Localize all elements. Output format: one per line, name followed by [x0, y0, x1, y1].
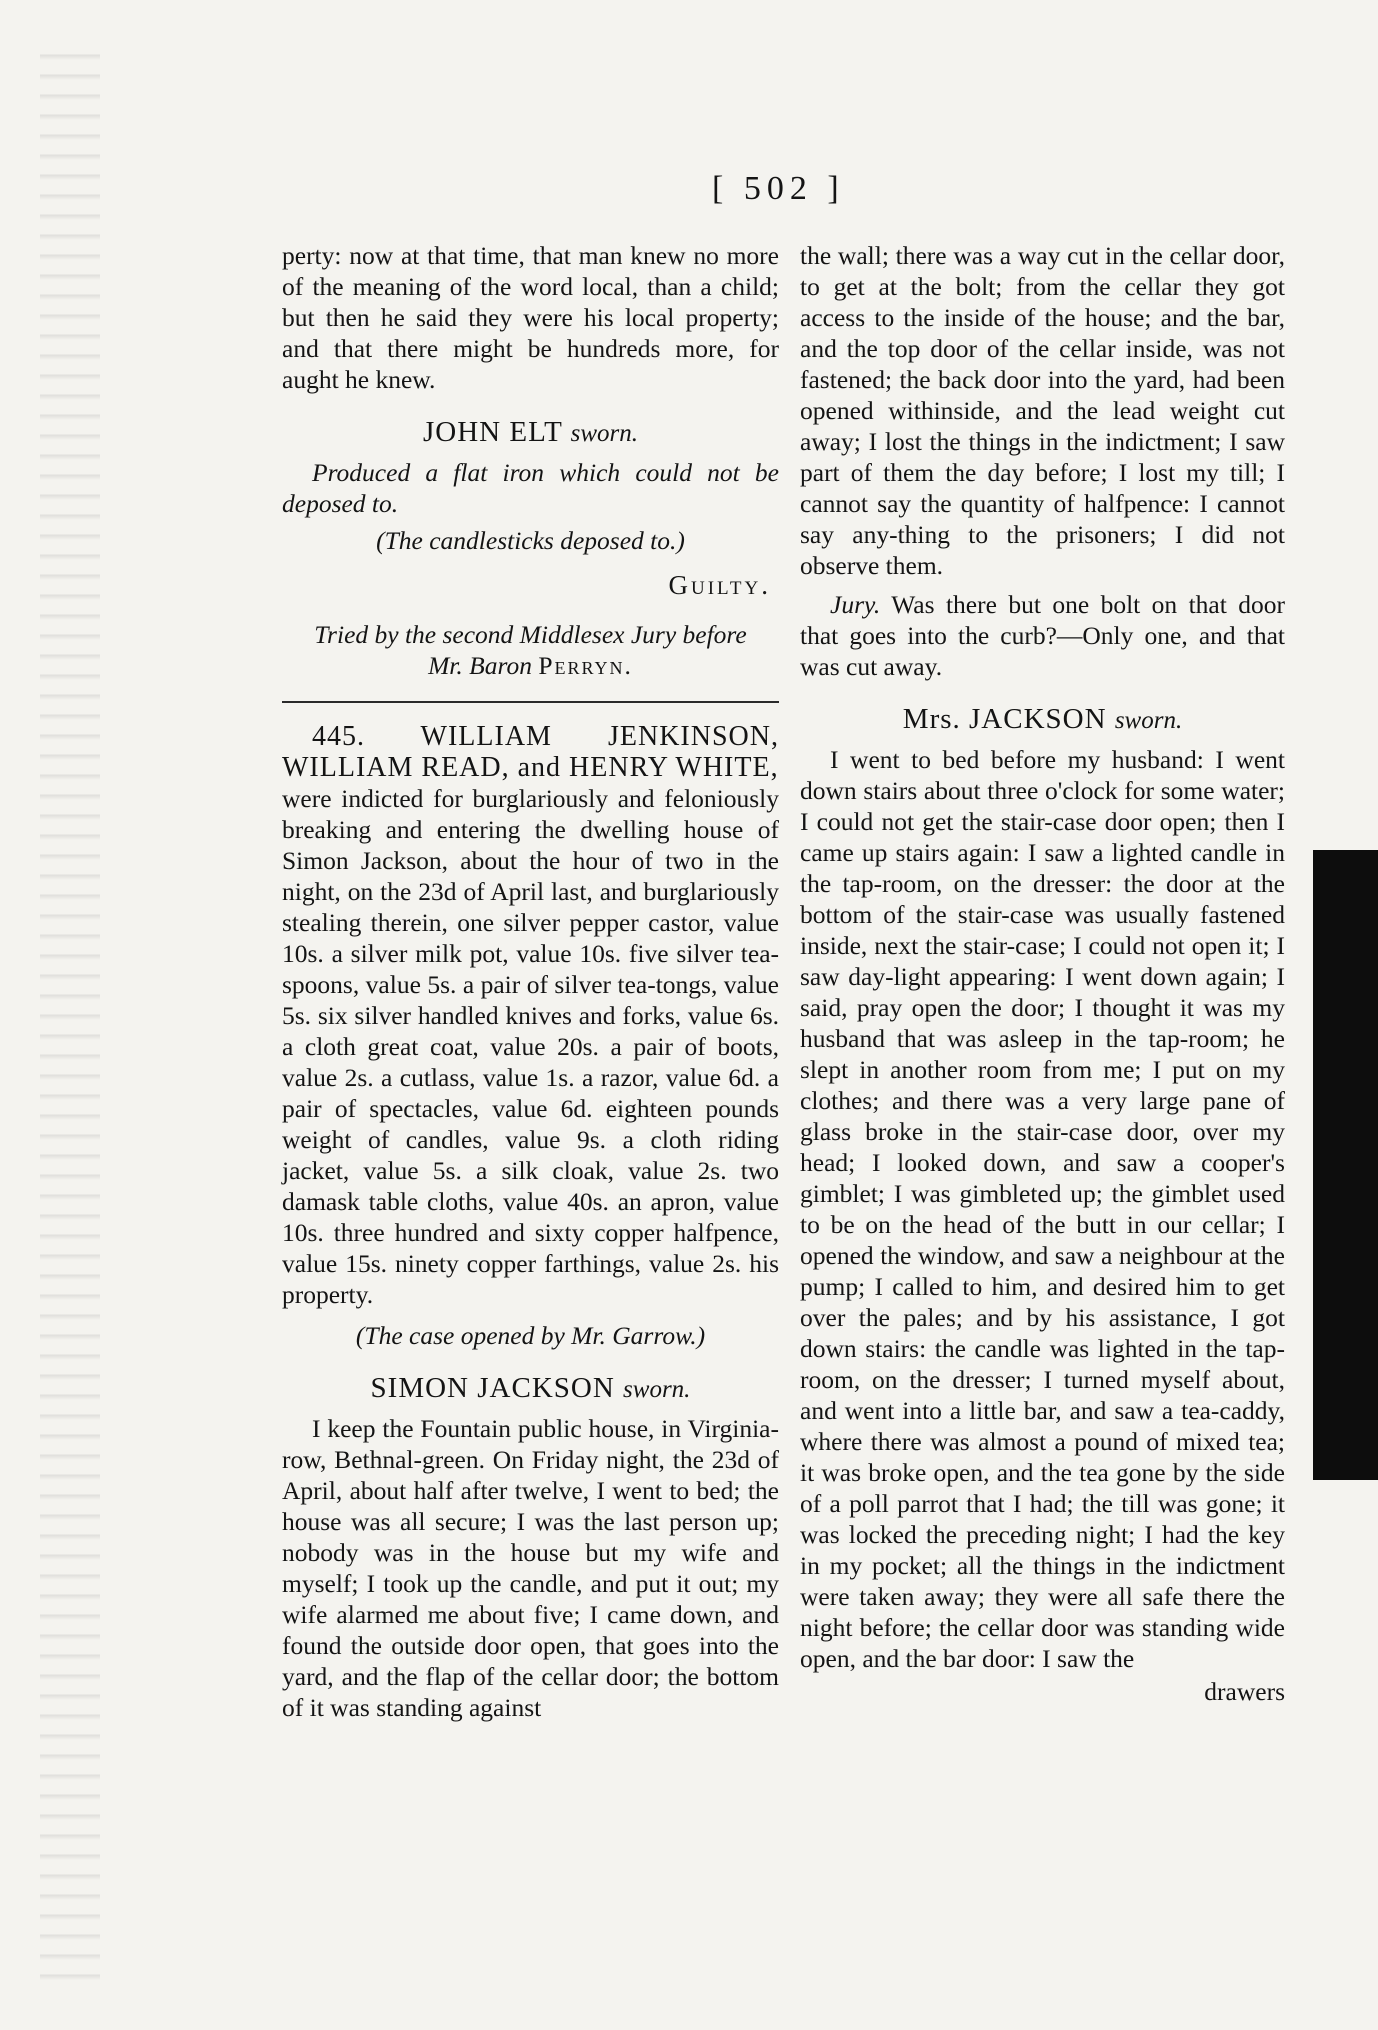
catchword: drawers	[1204, 1677, 1285, 1706]
candlesticks-note: (The candlesticks deposed to.)	[376, 526, 685, 555]
evidence-note: Produced a flat iron which could not be deposed to.	[282, 458, 779, 518]
judge-title: Mr. Baron	[428, 651, 532, 680]
scan-edge-black-bar	[1313, 850, 1378, 1480]
testimony-mrs-jackson: I went to bed before my husband: I went down stairs about three o'clock for some water; I could not get the stair-case door open; then I came up stairs again: I saw a lighted candle in the tap-room, on the dresser: the door at the bottom of the stair-case was usually fastened inside, next the stair-case; I could not open it; I saw day-light appearing: I went down again; I said, pray open the door; I thought it was my husband that was asleep in the tap-room; he slept in another room from me; I put on my clothes; and there was a very large pane of glass broke in the stair-case door, over my head; I looked down, and saw a cooper's gimblet; I was gimbleted up; the gimblet used to be on the head of the butt in our cellar; I opened the window, and saw a neighbour at the pump; I called to him, and desired him to get over the pales; and by his assistance, I got down stairs: the candle was lighted in the tap-room, on the dresser; I turned myself about, and went into a little bar, and saw a tea-caddy, where there was almost a pound of mixed tea; it was broke open, and the tea gone by the side of a poll parrot that I had; the till was gone; it was locked the preceding night; I had the key in my pocket; all the things in the indictment were taken away; they were all safe there the night before; the cellar door was standing wide open, and the bar door: I saw the	[800, 745, 1285, 1673]
jury-question	[800, 589, 1285, 682]
sworn-label: sworn.	[1114, 707, 1183, 734]
witness-name: Mrs. JACKSON	[902, 703, 1107, 735]
left-column	[282, 240, 779, 1723]
jury-question-text: Was there but one bolt on that door that goes into the curb?—Only one, and that was cut away.	[800, 590, 1285, 681]
binding-gutter-marks	[40, 40, 100, 1990]
case-opened-note: (The case opened by Mr. Garrow.)	[355, 1321, 706, 1350]
section-divider	[282, 701, 779, 703]
indictment-text: were indicted for burglariously and feloniously breaking and entering the dwelling house of Simon Jackson, about the hour of two in the night, on the 23d of April last, and burglariously stealing therein, one silver pepper castor, value 10s. a silver milk pot, value 10s. five silver tea-spoons, value 5s. a pair of silver tea-tongs, value 5s. six silver handled knives and forks, value 6s. a cloth great coat, value 20s. a pair of boots, value 2s. a cutlass, value 1s. a razor, value 6d. a pair of spectacles, value 6d. eighteen pounds weight of candles, value 9s. a cloth riding jacket, value 5s. a silk cloak, value 2s. two damask table cloths, value 40s. an apron, value 10s. three hundred and sixty copper halfpence, value 15s. ninety copper farthings, value 2s. his property.	[282, 784, 779, 1309]
case-heading: 445. WILLIAM JENKINSON, WILLIAM READ, and HENRY WHITE,	[282, 721, 779, 783]
judge-name: Perryn.	[538, 651, 633, 680]
jury-label: Jury.	[830, 590, 881, 619]
verdict: Guilty.	[668, 570, 771, 600]
continued-paragraph: perty: now at that time, that man knew no more of the meaning of the word local, than a child; but then he said they were his local property; and that there might be hundreds more, for aught he knew.	[282, 241, 779, 394]
witness-heading-john-elt	[282, 417, 779, 449]
tried-by-line-2	[282, 650, 779, 681]
witness-heading-simon-jackson	[282, 1373, 779, 1405]
continued-testimony: the wall; there was a way cut in the cellar door, to get at the bolt; from the cellar they got access to the inside of the house; and the bar, and the top door of the cellar inside, was not fastened; the back door into the yard, had been opened withinside, and the lead weight cut away; I lost the things in the indictment; I saw part of them the day before; I lost my till; I cannot say the quantity of halfpence: I cannot say any-thing to the prisoners; I did not observe them.	[800, 241, 1285, 580]
tried-by-line-1: Tried by the second Middlesex Jury before	[314, 620, 747, 649]
witness-name: JOHN ELT	[423, 416, 563, 448]
sworn-label: sworn.	[623, 1376, 691, 1403]
page-number: [ 502 ]	[712, 170, 845, 207]
witness-name: SIMON JACKSON	[370, 1372, 615, 1404]
witness-heading-mrs-jackson	[800, 704, 1285, 736]
testimony-simon-jackson: I keep the Fountain public house, in Virginia-row, Bethnal-green. On Friday night, the 23d of April, about half after twelve, I went to bed; the house was all secure; I was the last person up; nobody was in the house but my wife and myself; I took up the candle, and put it out; my wife alarmed me about five; I came down, and found the outside door open, that goes into the yard, and the flap of the cellar door; the bottom of it was standing against	[282, 1414, 779, 1722]
right-column	[800, 240, 1285, 1707]
sworn-label: sworn.	[570, 420, 638, 447]
